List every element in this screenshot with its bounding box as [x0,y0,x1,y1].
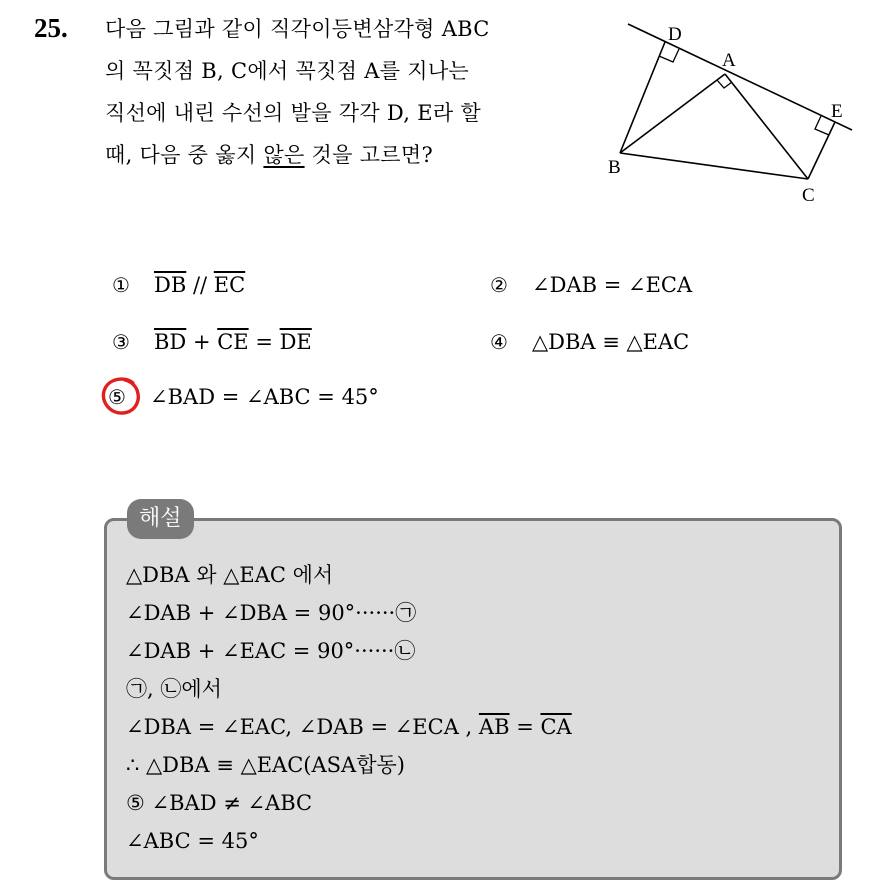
choice-4-number: ④ [490,330,508,354]
solution-line [126,556,572,594]
question-number: 25. [34,13,68,43]
choice-5-number: ⑤ [108,385,126,409]
solution-line [126,670,572,708]
answer-circle-mark [99,374,145,418]
segment-notation: $\overline{DE}$ [279,330,312,354]
choice-5-expression [150,385,379,409]
question-line-4-after: 것을 고르면? [304,143,434,167]
question-line-1: 다음 그림과 같이 직각이등변삼각형 ABC [105,17,490,41]
text-segment: ∠DAB = ∠ECA [532,273,693,297]
choice-3-number: ③ [112,330,130,354]
choice-4[interactable] [490,327,689,357]
solution-tag: 해설 [127,499,194,539]
segment-ce [808,122,835,179]
segment-notation: $\overline{DB}$ [154,273,187,297]
choice-5[interactable] [108,382,379,412]
choice-2-number: ② [490,273,508,297]
solution-line [126,632,572,670]
segment-bc [620,153,808,179]
question-line-4 [105,134,595,176]
text-segment: △DBA 와 △EAC 에서 [126,563,334,587]
question-line-3: 직선에 내린 수선의 발을 각각 D, E라 할 [105,101,482,125]
question-line-4-before: 때, 다음 중 옳지 [105,143,264,167]
segment-notation: $\overline{AB}$ [478,715,510,739]
question-line-2: 의 꼭짓점 B, C에서 꼭짓점 A를 지나는 [105,59,470,83]
text-segment: ⑤ ∠BAD ≠ ∠ABC [126,791,313,815]
solution-line [126,822,572,860]
label-d: D [668,24,682,45]
label-b: B [608,157,621,178]
text-segment: △DBA ≡ △EAC [532,330,690,354]
text-segment: + [186,330,218,354]
choice-1-number: ① [112,273,130,297]
choice-1-expression [154,273,245,297]
text-segment: ∠DAB + ∠DBA = 90°······㉠ [126,601,417,625]
text-segment: ∴ △DBA ≡ △EAC(ASA합동) [126,753,405,777]
label-a: A [722,50,736,71]
segment-notation: $\overline{CA}$ [540,715,572,739]
text-segment: ㉠, ㉡에서 [126,677,222,701]
text-segment: ∠BAD = ∠ABC = 45° [150,385,379,409]
text-segment: ∠DBA = ∠EAC, ∠DAB = ∠ECA , [126,715,479,739]
text-segment: ∠ABC = 45° [126,829,259,853]
question-text [105,8,595,176]
label-e: E [831,101,843,122]
solution-line [126,784,572,822]
text-segment: = [509,715,541,739]
segment-notation: $\overline{BD}$ [154,330,187,354]
segment-notation: $\overline{EC}$ [213,273,246,297]
triangle-figure [600,18,860,208]
choice-4-expression [532,330,689,354]
question-underlined-word: 않은 [263,143,305,167]
text-segment: // [186,273,214,297]
solution-line [126,746,572,784]
choice-1[interactable] [112,270,245,300]
choice-2[interactable] [490,270,692,300]
solution-text [126,556,572,860]
solution-line [126,708,572,746]
choice-2-expression [532,273,692,297]
label-c: C [802,185,815,206]
choice-3[interactable] [112,327,312,357]
line-through-a [628,24,852,130]
choice-3-expression [154,330,312,354]
segment-notation: $\overline{CE}$ [217,330,249,354]
text-segment: = [248,330,280,354]
solution-line [126,594,572,632]
text-segment: ∠DAB + ∠EAC = 90°······㉡ [126,639,416,663]
